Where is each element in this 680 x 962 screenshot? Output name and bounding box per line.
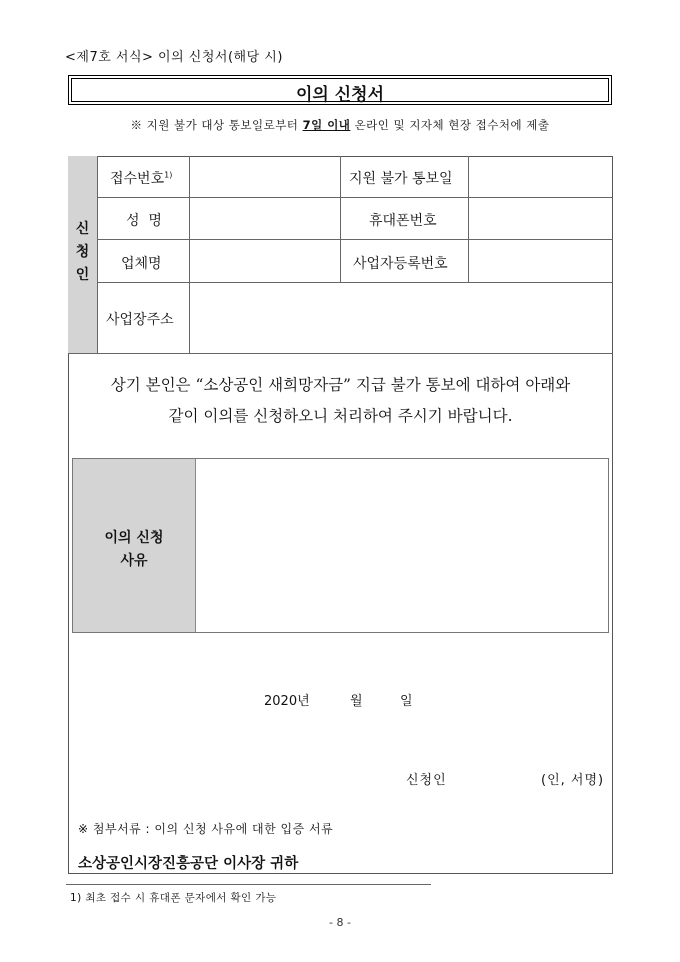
applicant-section-label [68,156,97,353]
page-number: - 8 - [329,916,351,929]
receipt-no-field[interactable] [192,158,337,196]
statement-line-1: 상기 본인은 “소상공인 새희망자금” 지급 불가 통보에 대하여 아래와 [110,376,571,394]
company-field[interactable] [192,242,337,281]
date-month: 월 [350,694,363,709]
footnote-divider [66,884,431,885]
signature-seal[interactable]: (인, 서명) [541,773,605,788]
title-box [68,75,612,105]
application-statement [68,370,613,432]
reason-label [73,459,195,632]
biz-reg-field[interactable] [471,242,611,281]
footnote: 1) 최초 접수 시 휴대폰 문자에서 확인 가능 [70,892,277,904]
signature-applicant-label: 신청인 [406,773,447,788]
statement-line-2: 같이 이의를 신청하오니 처리하여 주시기 바랍니다. [168,407,513,425]
name-field[interactable] [192,200,337,238]
notice-date-field[interactable] [471,158,611,196]
applicant-label-char1: 신 [75,221,90,237]
notice-deadline: 7일 이내 [302,118,351,132]
applicant-label-char2: 청 [75,244,90,260]
biz-reg-label: 사업자등록번호 [353,256,448,272]
notice-prefix: ※ 지원 불가 대상 통보일로부터 [130,118,303,132]
receipt-no-footnote-mark: 1) [164,170,173,180]
submission-notice [0,117,680,133]
company-label: 업체명 [121,256,162,272]
receipt-no-label: 접수번호$^{1)}$ [110,170,173,187]
date-year: 2020년 [264,694,310,709]
page-title: 이의 신청서 [295,85,385,105]
applicant-label-char3: 인 [75,267,90,283]
reason-field[interactable] [198,462,606,630]
phone-field[interactable] [471,200,611,238]
reason-label-line1: 이의 신청 [104,530,164,546]
reason-label-line2: 사유 [120,553,148,569]
address-label: 사업장주소 [106,312,174,328]
date-day: 일 [400,694,413,709]
form-label: <제7호 서식> 이의 신청서(해당 시) [65,50,283,65]
attachment-note: ※ 첨부서류 : 이의 신청 사유에 대한 입증 서류 [78,822,334,836]
notice-suffix: 온라인 및 지자체 현장 접수처에 제출 [350,118,550,132]
notice-date-label: 지원 불가 통보일 [349,171,453,187]
phone-label: 휴대폰번호 [369,213,437,229]
address-field[interactable] [192,285,611,352]
name-label: 성 명 [126,213,162,229]
recipient: 소상공인시장진흥공단 이사장 귀하 [78,856,299,872]
